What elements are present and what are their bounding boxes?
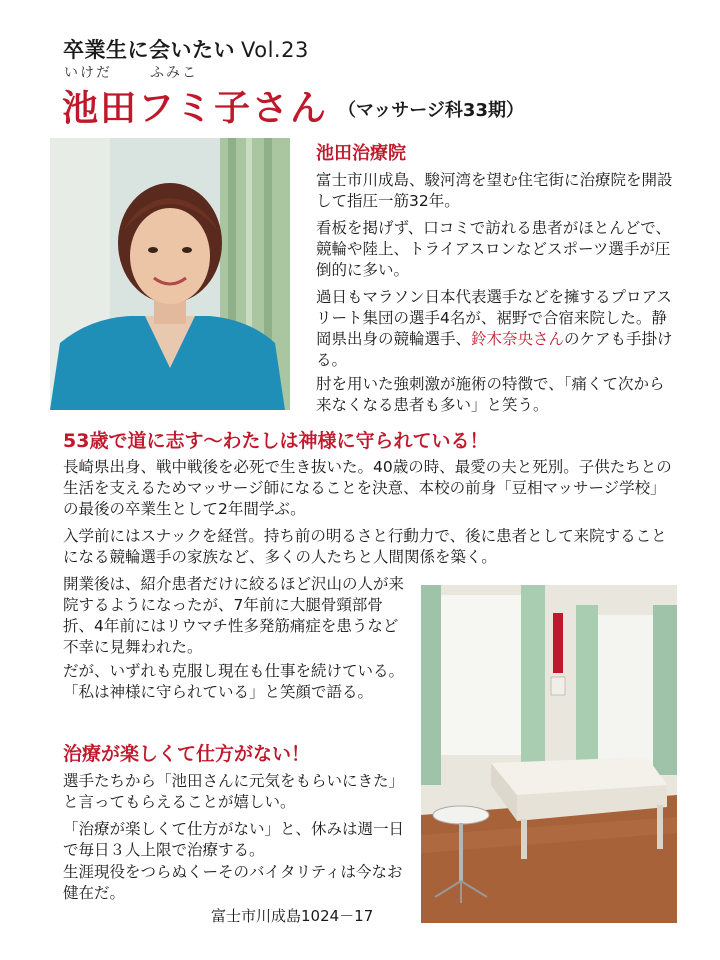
section2-paragraph-2: 「治療が楽しくて仕方がない」と、休みは週一日で毎日３人上限で治療する。 (63, 820, 405, 859)
clinic-paragraph-3-a: 過日もマラソン日本代表選手などを擁するプロアスリート集団の選手4名が、裾野で合宿来院した。静岡県出身の競輪選手、 (316, 288, 672, 348)
clinic-paragraph-4: 肘を用いた強刺激が施術の特徴で、「痛くて次から来なくなる患者も多い」と笑う。 (316, 375, 665, 414)
clinic-paragraph-2: 看板を掲げず、口コミで訪れる患者がほとんどで、競輪や陸上、トライアスロンなどスポーツ選手が圧倒的に多い。 (316, 219, 671, 279)
section1-paragraph-1: 長崎県出身、戦中戦後を必死で生き抜いた。40歳の時、最愛の夫と死別。子供たちとの生活を支えるためマッサージ師になることを決意、本校の前身「豆相マッサージ学校」の最後の卒業生として2年間学ぶ。 (63, 458, 672, 518)
clinic-heading: 池田治療院 (316, 143, 406, 164)
series-title (63, 34, 309, 64)
volume-label: Vol.23 (241, 38, 309, 62)
section2-paragraph-1: 選手たちから「池田さんに元気をもらいにきた」と言ってもらえることが嬉しい。 (63, 772, 405, 811)
portrait-photo (50, 138, 290, 410)
section-heading-joy: 治療が楽しくて仕方がない！ (63, 743, 311, 765)
section-heading-calling: 53歳で道に志す～わたしは神様に守られている！ (63, 430, 489, 452)
graduate-name: 池田フミ子さん (62, 87, 329, 129)
athlete-name-highlight: 鈴木奈央さん (471, 330, 565, 348)
course-label: （マッサージ科33期） (338, 100, 524, 121)
clinic-paragraph-3 (316, 287, 676, 371)
section1-paragraph-2: 入学前にはスナックを経営。持ち前の明るさと行動力で、後に患者として来院することになる競輪選手の家族など、多くの人たちと人間関係を築く。 (63, 527, 667, 566)
ruby-given: ふみこ (150, 65, 198, 81)
clinic-address: 富士市川成島1024－17 (211, 907, 374, 925)
clinic-paragraph-1: 富士市川成島、駿河湾を望む住宅街に治療院を開設して指圧一筋32年。 (316, 171, 673, 210)
clinic-paragraph-3-b: のケアも手掛ける。 (316, 330, 673, 369)
treatment-room-photo (421, 585, 677, 923)
section2-paragraph-3: 生涯現役をつらぬくーそのバイタリティは今なお健在だ。 (63, 863, 403, 902)
ruby-family: いけだ (64, 65, 112, 81)
section1-paragraph-3: 開業後は、紹介患者だけに絞るほど沢山の人が来院するようになったが、7年前に大腿骨頸部骨折、4年前にはリウマチ性多発筋痛症を患うなど不幸に見舞われた。 (63, 575, 405, 656)
section1-paragraph-4: だが、いずれも克服し現在も仕事を続けている。「私は神様に守られている」と笑顔で語る。 (63, 662, 405, 701)
series-label: 卒業生に会いたい (63, 38, 235, 62)
